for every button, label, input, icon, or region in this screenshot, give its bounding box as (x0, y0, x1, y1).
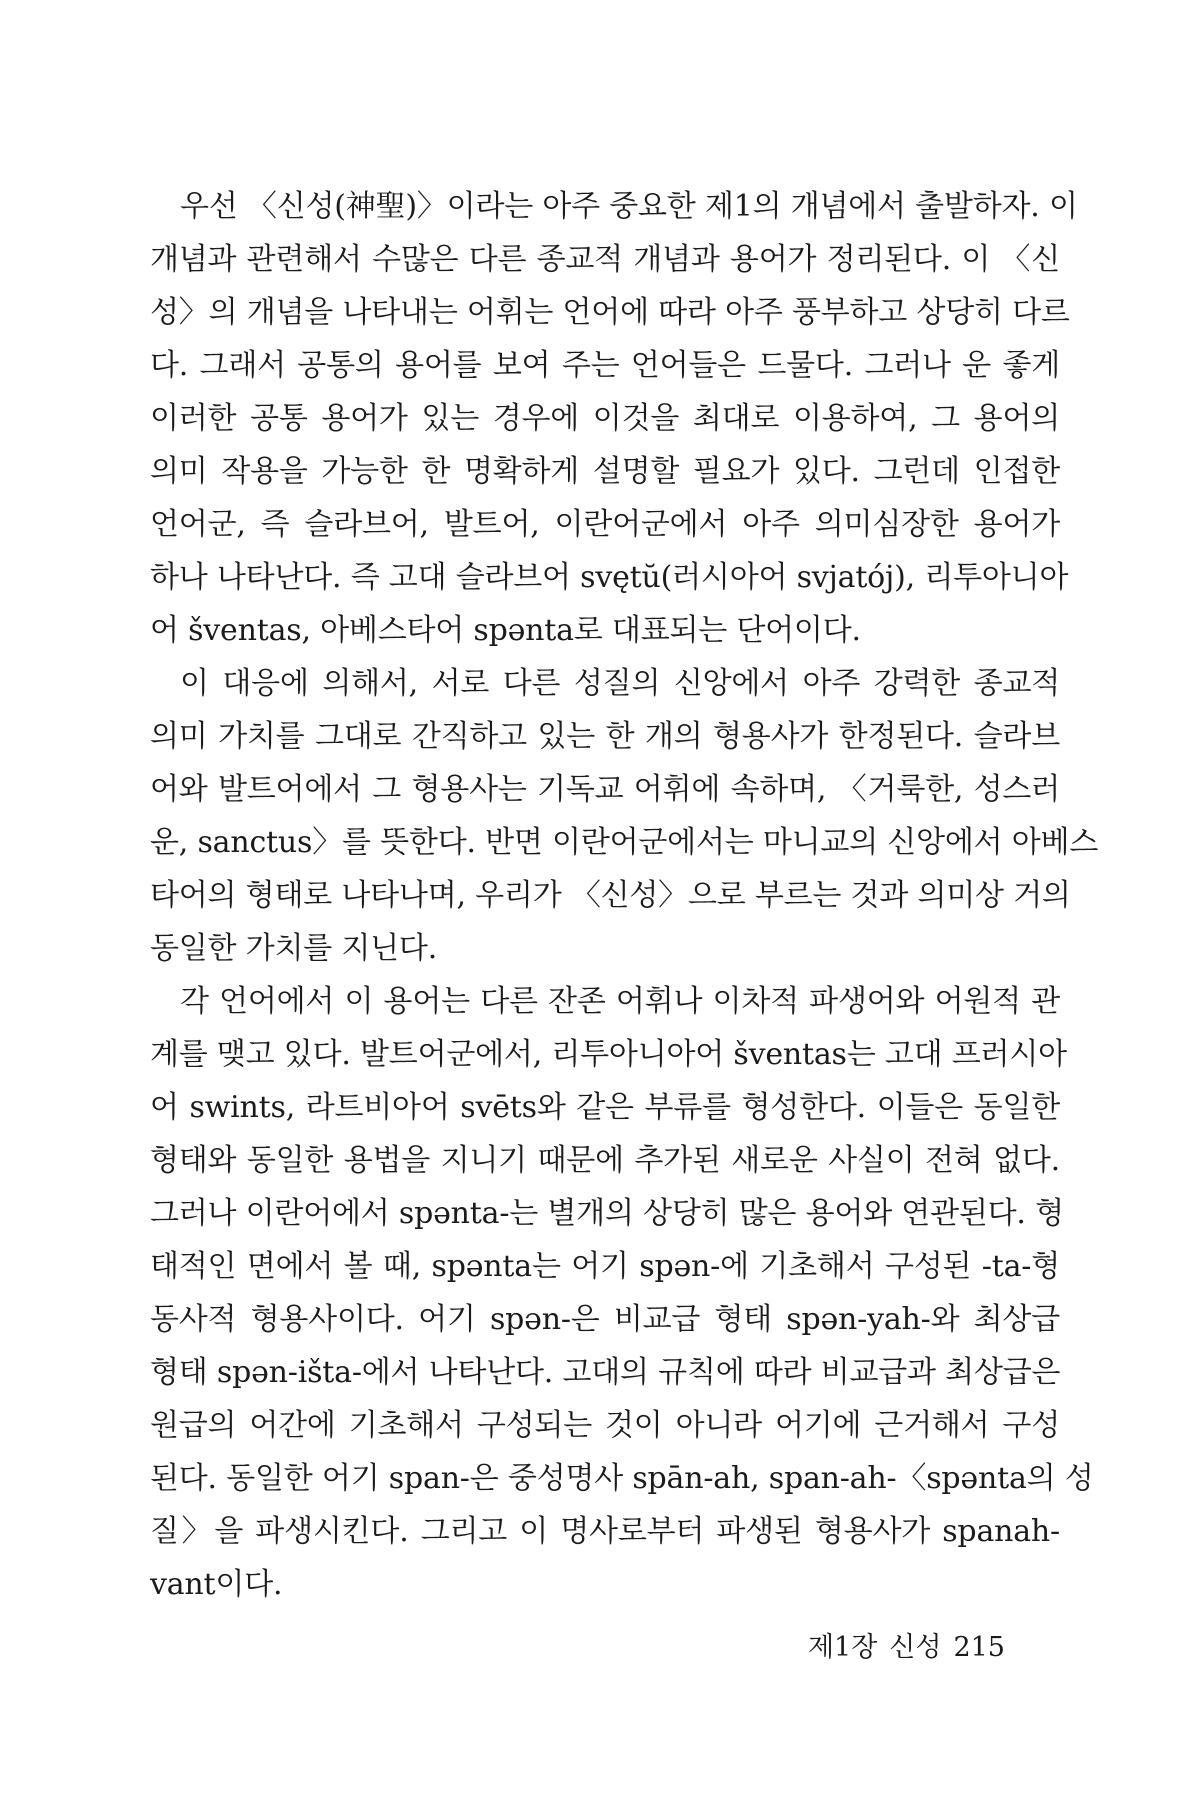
text-line: 하나 나타난다. 즉 고대 슬라브어 svętŭ(러시아어 svjatój), 리투아니아 (150, 560, 1069, 595)
page-body (150, 180, 1099, 1611)
text-line: 어 šventas, 아베스타어 spənta로 대표되는 단어이다. (150, 613, 861, 648)
text-line: 우선 〈신성(神聖)〉이라는 아주 중요한 제1의 개념에서 출발하자. 이 (180, 189, 1078, 224)
text-line: 그러나 이란어에서 spənta-는 별개의 상당히 많은 용어와 연관된다. 형 (150, 1196, 1064, 1231)
text-line: 어 swints, 라트비아어 svēts와 같은 부류를 형성한다. 이들은 동일한 (150, 1090, 1060, 1125)
text-line: 질〉을 파생시킨다. 그리고 이 명사로부터 파생된 형용사가 spanah- (150, 1514, 1060, 1549)
text-line: 의미 가치를 그대로 간직하고 있는 한 개의 형용사가 한정된다. 슬라브 (150, 719, 1060, 754)
text-line: 이 대응에 의해서, 서로 다른 성질의 신앙에서 아주 강력한 종교적 (180, 666, 1060, 701)
paragraph-1 (150, 180, 1078, 657)
section-title: 신성 (889, 1632, 942, 1663)
text-line: 운, sanctus〉를 뜻한다. 반면 이란어군에서는 마니교의 신앙에서 아베스 (150, 825, 1099, 860)
text-line: 개념과 관련해서 수많은 다른 종교적 개념과 용어가 정리된다. 이 〈신 (150, 242, 1060, 277)
text-line: 언어군, 즉 슬라브어, 발트어, 이란어군에서 아주 의미심장한 용어가 (150, 507, 1060, 542)
text-line: 형태와 동일한 용법을 지니기 때문에 추가된 새로운 사실이 전혀 없다. (150, 1143, 1060, 1178)
text-line: 태적인 면에서 볼 때, spənta는 어기 spən-에 기초해서 구성된 -ta-형 (150, 1249, 1060, 1284)
text-line: 성〉의 개념을 나타내는 어휘는 언어에 따라 아주 풍부하고 상당히 다르 (150, 295, 1070, 330)
text-line: 동사적 형용사이다. 어기 spən-은 비교급 형태 spən-yah-와 최상급 (150, 1302, 1060, 1337)
text-line: 타어의 형태로 나타나며, 우리가 〈신성〉으로 부르는 것과 의미상 거의 (150, 878, 1071, 913)
page-footer (808, 1625, 1005, 1664)
text-line: 의미 작용을 가능한 한 명확하게 설명할 필요가 있다. 그런데 인접한 (150, 454, 1060, 489)
paragraph-3 (150, 975, 1094, 1611)
page-number: 215 (953, 1632, 1005, 1663)
text-line: 형태 spən-išta-에서 나타난다. 고대의 규칙에 따라 비교급과 최상급은 (150, 1355, 1061, 1390)
paragraph-2 (150, 657, 1099, 975)
text-line: 다. 그래서 공통의 용어를 보여 주는 언어들은 드물다. 그러나 운 좋게 (150, 348, 1060, 383)
text-line: 어와 발트어에서 그 형용사는 기독교 어휘에 속하며, 〈거룩한, 성스러 (150, 772, 1060, 807)
text-line: 된다. 동일한 어기 span-은 중성명사 spān-ah, span-ah-〈spənta의 성 (150, 1461, 1094, 1496)
text-line: 동일한 가치를 지닌다. (150, 931, 438, 966)
text-line: 이러한 공통 용어가 있는 경우에 이것을 최대로 이용하여, 그 용어의 (150, 401, 1060, 436)
text-line: 각 언어에서 이 용어는 다른 잔존 어휘나 이차적 파생어와 어원적 관 (180, 984, 1060, 1019)
text-line: 원급의 어간에 기초해서 구성되는 것이 아니라 어기에 근거해서 구성 (150, 1408, 1060, 1443)
chapter-label: 제1장 (807, 1632, 878, 1663)
text-line: vant이다. (150, 1567, 283, 1602)
text-line: 계를 맺고 있다. 발트어군에서, 리투아니아어 šventas는 고대 프러시아 (150, 1037, 1067, 1072)
